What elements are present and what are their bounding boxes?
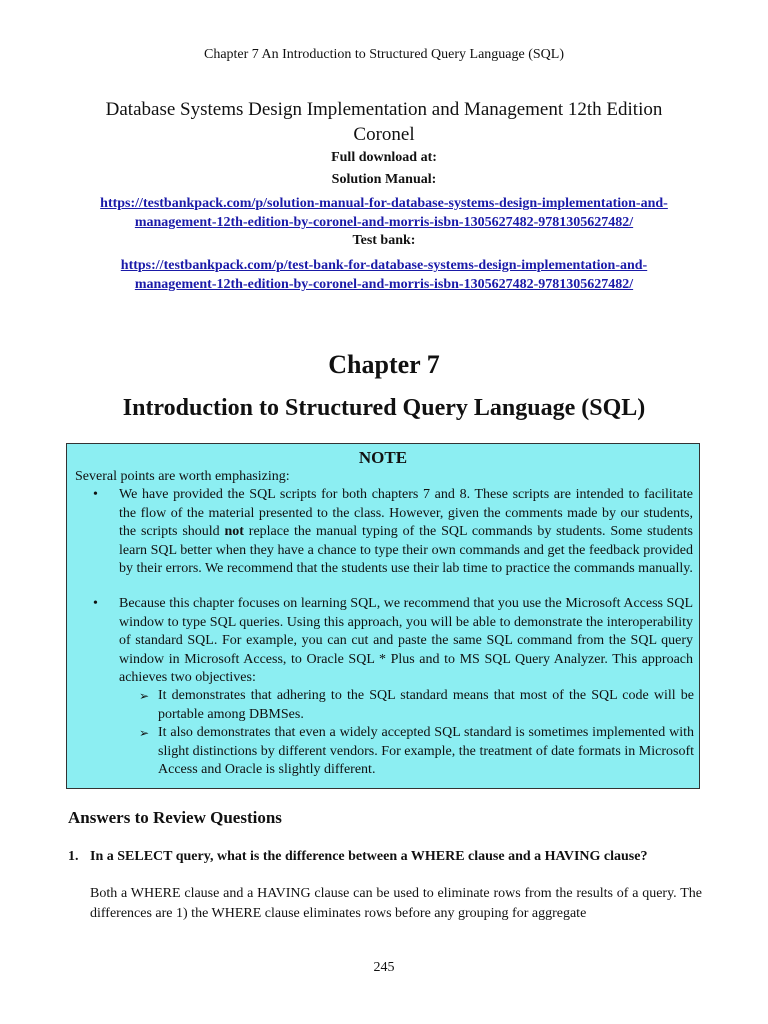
note-sub-item-distinctions: [139, 724, 694, 780]
sub2-text: It also demonstrates that even a widely accepted SQL standard is sometimes implemented with slight distinctions by different vendors. For example, the treatment of date formats in Microsoft Access and Oracle is slightly different.: [158, 725, 694, 777]
note-box: [66, 443, 700, 789]
book-title-line1: Database Systems Design Implementation and Management 12th Edition: [105, 99, 663, 120]
solution-link-line1[interactable]: https://testbankpack.com/p/solution-manual-for-database-systems-design-implementation-and-: [100, 196, 668, 211]
arrow-bullet-icon: ➢: [139, 689, 150, 703]
test-link-line2[interactable]: management-12th-edition-by-coronel-and-morris-isbn-1305627482-9781305627482/: [134, 277, 634, 292]
review-question-1: [68, 849, 708, 865]
question-number: 1.: [68, 849, 79, 864]
test-bank-link[interactable]: [60, 256, 708, 294]
solution-link-line2[interactable]: management-12th-edition-by-coronel-and-morris-isbn-1305627482-9781305627482/: [134, 215, 634, 230]
note-title: NOTE: [358, 448, 408, 467]
bullet-dot-icon: •: [93, 596, 98, 611]
bullet1-text-part1: We have provided the SQL scripts for both chapters 7 and 8. These scripts are intended to facilitate the flow of the material presented to the class. However, given the comments made by our students, the scripts should: [119, 487, 693, 539]
page-number: 245: [373, 960, 395, 975]
bullet1-emphasis: not: [224, 524, 244, 539]
bullet-text: [119, 486, 693, 579]
chapter-heading: Chapter 7: [328, 350, 440, 379]
solution-manual-label: Solution Manual:: [331, 172, 437, 187]
test-bank-label: Test bank:: [352, 233, 416, 248]
chapter-title: Introduction to Structured Query Language (SQL): [122, 395, 646, 421]
solution-manual-link[interactable]: [60, 194, 708, 232]
bullet-dot-icon: •: [93, 487, 98, 502]
full-download-label: Full download at:: [331, 150, 437, 165]
bullet2-text: Because this chapter focuses on learning SQL, we recommend that you use the Microsoft Access SQL window to type SQL queries. Using this approach, you will be able to demonstrate the interoperability of standard SQL. For example, you can cut and paste the same SQL command from the SQL query window in Microsoft Access, to Oracle SQL * Plus and to MS SQL Query Analyzer. This approach achieves two objectives:: [119, 596, 693, 685]
note-sub-item-portable: [139, 687, 694, 724]
answer-1-text: Both a WHERE clause and a HAVING clause can be used to eliminate rows from the results of a query. The differences are 1) the WHERE clause eliminates rows before any grouping for aggregate: [90, 886, 702, 921]
sub1-text: It demonstrates that adhering to the SQL standard means that most of the SQL code will be portable among DBMSes.: [158, 688, 694, 722]
test-link-line1[interactable]: https://testbankpack.com/p/test-bank-for-database-systems-design-implementation-and-: [120, 258, 648, 273]
book-title: [0, 97, 768, 147]
book-title-line2: Coronel: [353, 124, 415, 145]
question-text: In a SELECT query, what is the difference between a WHERE clause and a HAVING clause?: [90, 849, 648, 864]
arrow-bullet-icon: ➢: [139, 726, 150, 740]
running-header: Chapter 7 An Introduction to Structured Query Language (SQL): [203, 47, 565, 62]
bullet1-text-part2: replace the manual typing of the SQL commands by students. Some students learn SQL better when they have a chance to type their own commands and get the feedback provided by their errors. We recommend that the students use their lab time to practice the commands manually.: [119, 524, 693, 576]
note-bullet-access-sql: [93, 595, 693, 688]
answers-heading: Answers to Review Questions: [68, 808, 282, 827]
note-bullet-scripts: [93, 486, 693, 579]
note-intro: Several points are worth emphasizing:: [75, 469, 290, 484]
